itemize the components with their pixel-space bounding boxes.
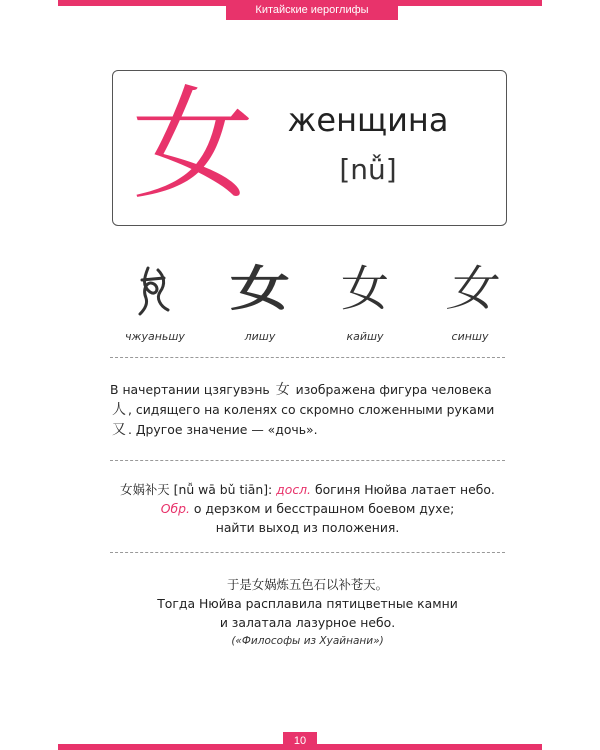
script-form-zhuanshu: [105, 258, 205, 343]
character-meaning: женщина: [287, 101, 449, 139]
idiom-lit-text: богиня Нюйва латает небо.: [314, 482, 495, 497]
quote-block: [110, 575, 505, 651]
description-text: . Другое значение — «дочь».: [128, 422, 318, 437]
section-title-tab: [226, 0, 398, 20]
script-form-lishu: [210, 258, 310, 343]
form-caption: синшу: [451, 330, 489, 343]
quote-hanzi: 于是女娲炼五色石以补苍天。: [226, 577, 389, 592]
jiaguwen-woman-glyph: 女: [275, 382, 290, 398]
script-form-xingshu: [420, 258, 520, 343]
page-number: 10: [293, 735, 307, 747]
form-caption: кайшу: [346, 330, 384, 343]
idiom-fig-text: о дерзком и бесстрашном боевом духе;: [193, 501, 455, 516]
quote-line-2: и залатала лазурное небо.: [219, 615, 396, 630]
form-caption: чжуаньшу: [125, 330, 185, 343]
lishu-glyph: 女: [229, 261, 290, 317]
idiom-fig-label: Обр.: [160, 501, 190, 516]
quote-source: («Философы из Хуайнани»): [231, 635, 384, 647]
divider: [110, 460, 505, 461]
main-character: 女: [132, 74, 254, 216]
idiom-lit-label: досл.: [276, 482, 311, 497]
kaishu-glyph: 女: [340, 261, 389, 317]
idiom-hanzi: 女娲补天: [120, 482, 170, 497]
jiaguwen-hands-glyph: 又: [112, 422, 126, 438]
script-forms: [105, 258, 525, 348]
xingshu-glyph: 女: [445, 261, 494, 317]
idiom-fig-text-2: найти выход из положения.: [215, 520, 400, 535]
description-text: изображена фигура человека: [295, 382, 492, 397]
form-caption: лишу: [244, 330, 276, 343]
character-card: [112, 70, 507, 226]
description-paragraph: [110, 380, 505, 440]
description-text: , сидящего на коленях со скромно сложенными руками: [128, 402, 495, 417]
idiom-block: [110, 480, 505, 537]
idiom-pinyin: [nǚ wā bǔ tiān]:: [173, 482, 273, 497]
description-text: В начертании цзягувэнь: [110, 382, 270, 397]
idiom-fig-line: [110, 499, 505, 518]
character-pinyin: [nǚ]: [339, 153, 397, 186]
script-form-kaishu: [315, 258, 415, 343]
divider: [110, 552, 505, 553]
quote-line-1: Тогда Нюйва расплавила пятицветные камни: [157, 596, 458, 611]
section-title: Китайские иероглифы: [255, 4, 369, 16]
divider: [110, 357, 505, 358]
zhuanshu-glyph-icon: [105, 258, 205, 320]
page-number-tab: [283, 732, 317, 750]
idiom-line: [110, 480, 505, 499]
jiaguwen-person-glyph: 人: [112, 402, 126, 418]
